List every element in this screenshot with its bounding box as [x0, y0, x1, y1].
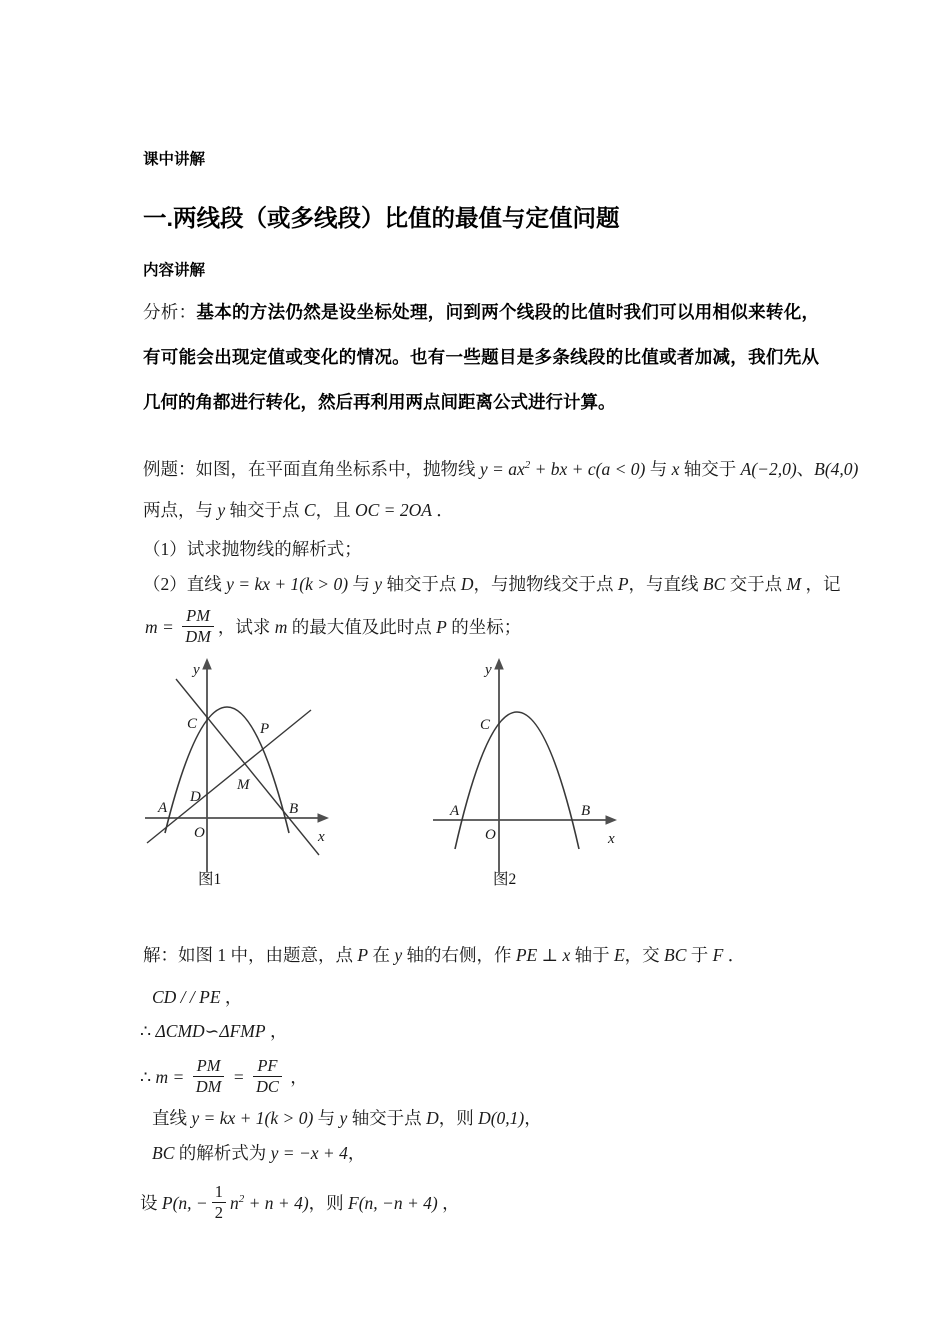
label-x: x [608, 831, 615, 847]
math-run: + bx + c(a < 0) [530, 458, 646, 479]
text-run: ． [431, 500, 454, 520]
text-run: 轴交于点 [225, 500, 304, 520]
text-run: 与 [645, 458, 672, 479]
text-run: 解：如图 1 中，由题意，点 [143, 945, 358, 965]
text-run: ， [220, 987, 243, 1007]
label-c: C [187, 716, 198, 732]
text-run: ，且 [315, 500, 355, 520]
parabola-curve [455, 712, 579, 849]
label-b: B [581, 803, 591, 819]
label-o: O [194, 825, 205, 841]
math-run: + n + 4) [244, 1192, 309, 1213]
figure-2 [425, 650, 675, 895]
math-run: BC [702, 574, 726, 594]
figure-1-canvas [143, 650, 393, 895]
analysis-body: 基本的方法仍然是设坐标处理，问到两个线段的比值时我们可以用相似来转化，有可能会出现定值或变化的情况。也有一些题目是多条线段的比值或者加减，我们先从几何的角都进行转化，然后再利用两点间距离公式进行计算。 [143, 302, 820, 412]
text-run: 于 [686, 945, 713, 965]
y-axis-arrow-icon [494, 658, 504, 670]
text-run: ，记 [801, 574, 841, 594]
math-run: P(n, − [161, 1192, 208, 1213]
math-run: m = [145, 617, 179, 637]
label-p: P [260, 721, 270, 737]
label-o: O [485, 827, 496, 843]
text-run: 设 [140, 1192, 162, 1213]
text-run: 、 [796, 458, 815, 479]
figure-1 [143, 650, 393, 895]
text-run: ， [265, 1021, 288, 1041]
text-run: 例题：如图，在平面直角坐标系中，抛物线 [143, 458, 480, 479]
superscript: 2 [238, 1193, 245, 1205]
math-run: m = [155, 1067, 189, 1087]
text-run: ∴ [140, 1067, 156, 1087]
math-run: y [339, 1108, 348, 1128]
superscript: 2 [524, 459, 531, 471]
math-run: A(−2,0) [740, 458, 797, 479]
math-run: = [228, 1067, 249, 1087]
text-run: 直线 [152, 1108, 192, 1128]
fraction: $\frac{PM}{DM}$ [193, 1057, 225, 1097]
problem-item-1 [143, 537, 362, 561]
math-run: m [274, 617, 288, 637]
math-run: y = kx + 1(k > 0) [226, 574, 349, 594]
math-run: P [436, 617, 447, 637]
text-run: 两点，与 [143, 500, 218, 520]
math-run: y [394, 945, 403, 965]
text-run: ，试求 [217, 617, 275, 637]
text-run: 的坐标； [446, 617, 522, 637]
section-label: 课中讲解 [143, 151, 206, 168]
text-run: ． [723, 945, 746, 965]
text-run: ， [285, 1067, 308, 1087]
math-run: y = −x + 4 [270, 1143, 348, 1163]
text-run: 轴于 [570, 945, 614, 965]
label-x: x [318, 829, 325, 845]
text-run: ， [524, 1108, 542, 1128]
math-run: F(n, −n + 4) [348, 1192, 438, 1213]
math-run: BC [664, 945, 687, 965]
solution-line-3 [140, 1019, 287, 1043]
label-a: A [158, 800, 168, 816]
solution-line-1 [143, 943, 745, 967]
x-axis-arrow-icon [318, 813, 330, 823]
text-run: ， [347, 1143, 366, 1163]
solution-line-5 [152, 1106, 542, 1130]
label-d: D [190, 789, 201, 805]
math-run: B(4,0) [814, 458, 859, 479]
math-run: M [786, 574, 802, 594]
text-run: 交于点 [725, 574, 787, 594]
text-run: 轴交于点 [347, 1108, 427, 1128]
label-y: y [485, 662, 492, 678]
figure-1-caption: 图1 [198, 871, 222, 888]
text-run: 在 [368, 945, 395, 965]
math-run: PE ⊥ x [515, 945, 571, 965]
math-run: P [357, 945, 369, 965]
text-run: ，则 [308, 1192, 349, 1213]
solution-line-2 [152, 985, 242, 1009]
math-run: x [671, 458, 680, 479]
math-run: y = ax [479, 458, 525, 479]
text-run: 的最大值及此时点 [287, 617, 437, 637]
math-run: BC [152, 1143, 175, 1163]
math-run: n [229, 1192, 239, 1213]
text-run: 的解析式为 [174, 1143, 271, 1163]
text-run: （2）直线 [143, 574, 227, 594]
label-c: C [480, 717, 491, 733]
text-run: （1）试求抛物线的解析式； [143, 539, 362, 559]
fraction: $\frac{PF}{DC}$ [253, 1057, 282, 1097]
text-run: ，与抛物线交于点 [473, 574, 618, 594]
label-a: A [450, 803, 460, 819]
solution-line-7 [140, 1176, 460, 1227]
text-run: 轴交于 [679, 458, 741, 479]
math-run: CD / / PE [152, 987, 221, 1007]
analysis-paragraph [143, 290, 819, 425]
text-run: ∴ [140, 1021, 156, 1041]
label-y: y [193, 662, 200, 678]
solution-line-6 [152, 1141, 365, 1165]
math-run: E [613, 945, 625, 965]
math-run: D [426, 1108, 439, 1128]
text-run: ，交 [624, 945, 665, 965]
problem-line-1 [143, 453, 858, 481]
figure-2-caption: 图2 [493, 871, 517, 888]
math-run: ΔCMD∽ΔFMP [155, 1021, 266, 1041]
text-run: ， [437, 1192, 460, 1213]
math-run: y = kx + 1(k > 0) [191, 1108, 314, 1128]
math-run: y [374, 574, 383, 594]
problem-line-2 [143, 498, 454, 522]
y-axis-arrow-icon [202, 658, 212, 670]
text-run: 与 [313, 1108, 340, 1128]
fraction: $\frac{PM}{DM}$ [182, 607, 214, 647]
solution-line-4 [140, 1054, 308, 1101]
subsection-label: 内容讲解 [143, 262, 206, 279]
math-run: OC = 2OA [354, 500, 432, 520]
text-run: 轴的右侧，作 [402, 945, 516, 965]
text-run: 与 [348, 574, 375, 594]
math-run: y [217, 500, 226, 520]
text-run: 轴交于点 [382, 574, 461, 594]
fraction: $\frac{1}{2}$ [212, 1183, 226, 1223]
figure-2-canvas [425, 650, 675, 895]
analysis-prefix: 分析： [143, 302, 197, 322]
x-axis-arrow-icon [606, 815, 618, 825]
problem-item-2 [143, 572, 840, 596]
math-run: C [303, 500, 316, 520]
text-run: ，则 [438, 1108, 479, 1128]
math-run: F [712, 945, 724, 965]
label-m: M [237, 777, 250, 793]
label-b: B [289, 801, 299, 817]
math-run: P [617, 574, 629, 594]
text-run: ，与直线 [628, 574, 703, 594]
math-run: D [460, 574, 474, 594]
page-title: 一.两线段（或多线段）比值的最值与定值问题 [143, 205, 620, 231]
problem-item-2b [145, 604, 521, 651]
math-run: D(0,1) [478, 1108, 525, 1128]
